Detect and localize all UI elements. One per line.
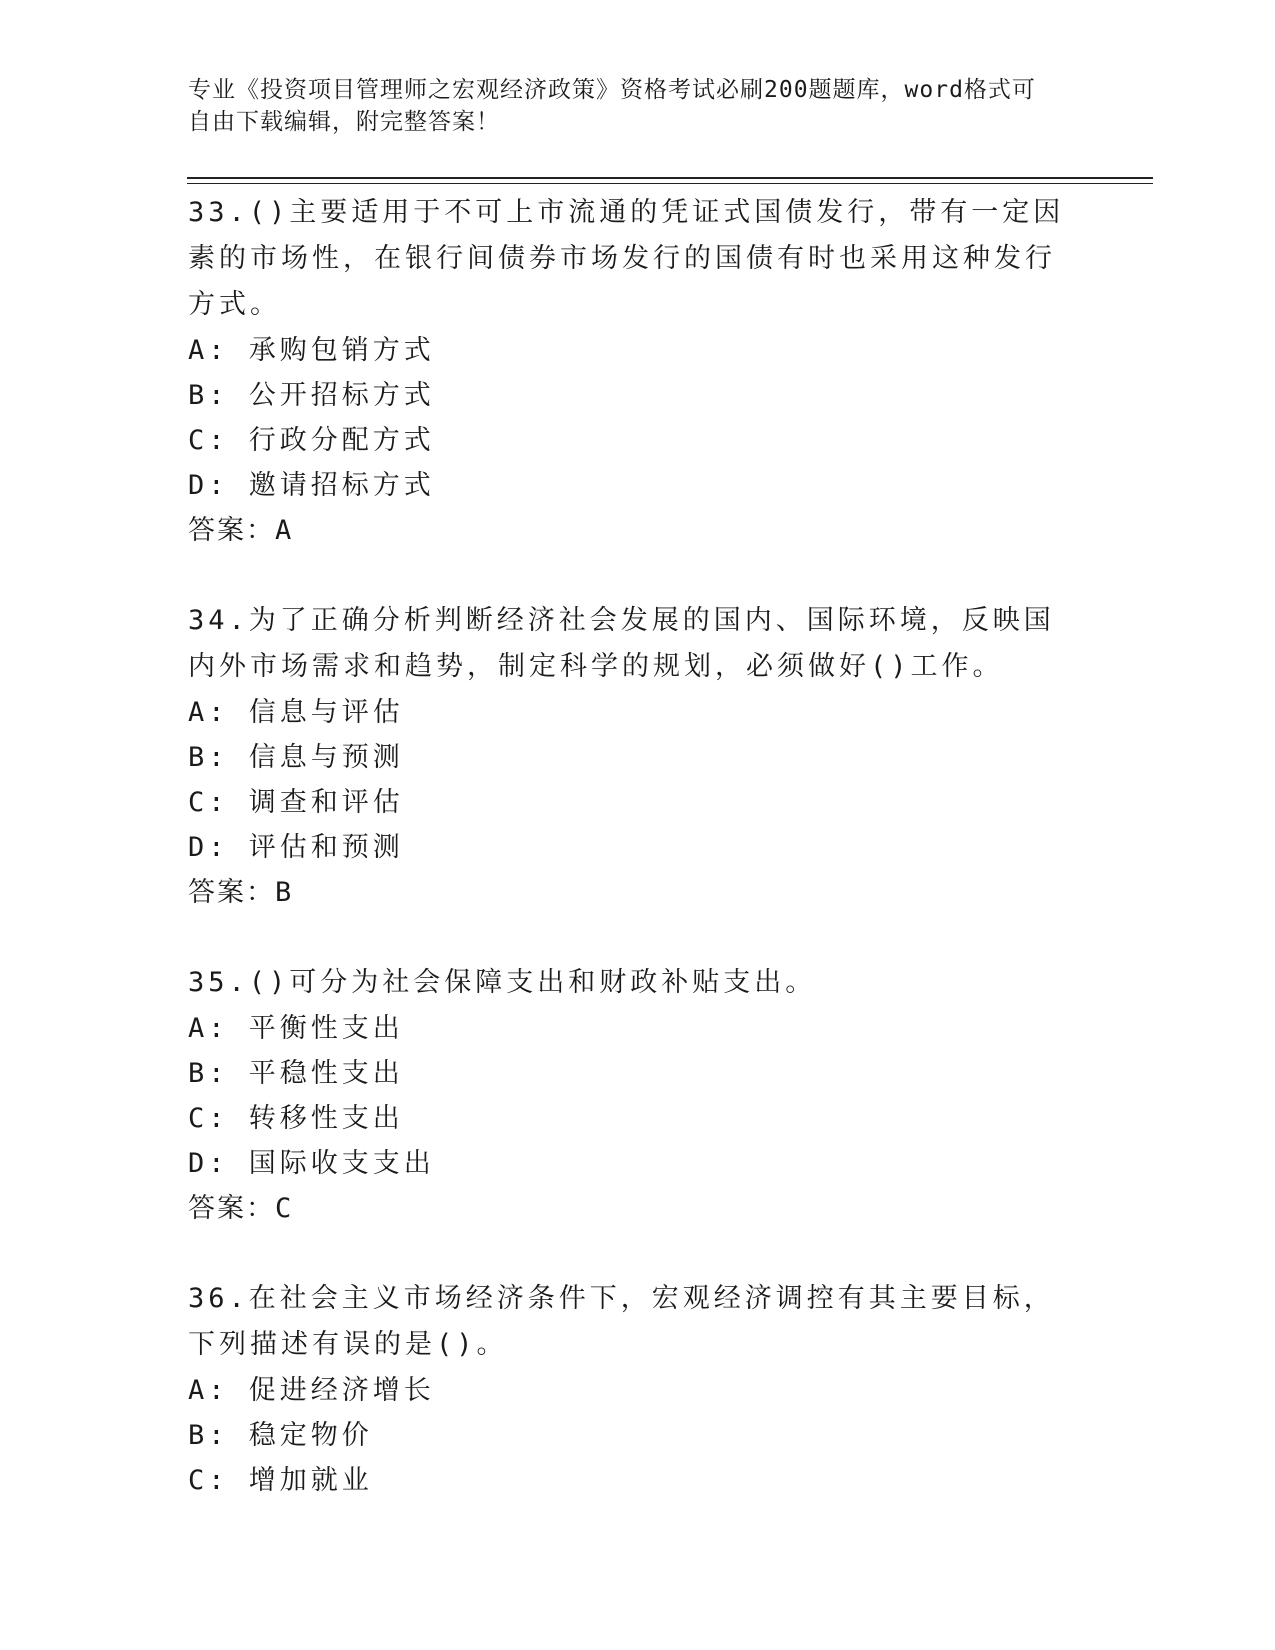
- option-c: C: 增加就业: [188, 1465, 373, 1496]
- question-list: [188, 190, 1088, 1503]
- answer-label: 答案：: [188, 1193, 275, 1224]
- header-divider-thin: [187, 183, 1153, 184]
- answer-value: B: [275, 877, 292, 908]
- option-a: A: 促进经济增长: [188, 1375, 435, 1406]
- answer-line: [188, 508, 1088, 554]
- answer-label: 答案：: [188, 877, 275, 908]
- question-35: [188, 960, 1088, 1232]
- question-text: 36.在社会主义市场经济条件下，宏观经济调控有其主要目标，下列描述有误的是()。: [188, 1283, 1055, 1360]
- question-33: [188, 190, 1088, 554]
- answer-value: C: [275, 1193, 292, 1224]
- question-36: [188, 1276, 1088, 1503]
- option-a: A: 平衡性支出: [188, 1013, 404, 1044]
- option-d: D: 邀请招标方式: [188, 470, 435, 501]
- answer-line: [188, 1186, 1088, 1232]
- document-header: [188, 74, 1068, 138]
- question-text: 33.()主要适用于不可上市流通的凭证式国债发行，带有一定因素的市场性，在银行间债券市场发行的国债有时也采用这种发行方式。: [188, 197, 1065, 320]
- question-spacer: [188, 916, 1088, 960]
- option-b: B: 公开招标方式: [188, 380, 435, 411]
- option-b: B: 稳定物价: [188, 1420, 373, 1451]
- question-34: [188, 598, 1088, 916]
- header-line-2: 自由下载编辑，附完整答案！: [188, 109, 500, 135]
- answer-value: A: [275, 515, 292, 546]
- option-d: D: 评估和预测: [188, 832, 404, 863]
- option-c: C: 行政分配方式: [188, 425, 435, 456]
- question-text: 34.为了正确分析判断经济社会发展的国内、国际环境，反映国内外市场需求和趋势，制定科学的规划，必须做好()工作。: [188, 605, 1055, 682]
- answer-label: 答案：: [188, 515, 275, 546]
- question-spacer: [188, 554, 1088, 598]
- header-line-1: 专业《投资项目管理师之宏观经济政策》资格考试必刷200题题库，word格式可: [188, 77, 1036, 103]
- option-d: D: 国际收支支出: [188, 1148, 435, 1179]
- option-a: A: 信息与评估: [188, 697, 404, 728]
- option-b: B: 平稳性支出: [188, 1058, 404, 1089]
- answer-line: [188, 870, 1088, 916]
- option-c: C: 调查和评估: [188, 787, 404, 818]
- header-divider-thick: [187, 177, 1153, 179]
- question-spacer: [188, 1232, 1088, 1276]
- option-a: A: 承购包销方式: [188, 335, 435, 366]
- option-b: B: 信息与预测: [188, 742, 404, 773]
- question-text: 35.()可分为社会保障支出和财政补贴支出。: [188, 967, 817, 998]
- option-c: C: 转移性支出: [188, 1103, 404, 1134]
